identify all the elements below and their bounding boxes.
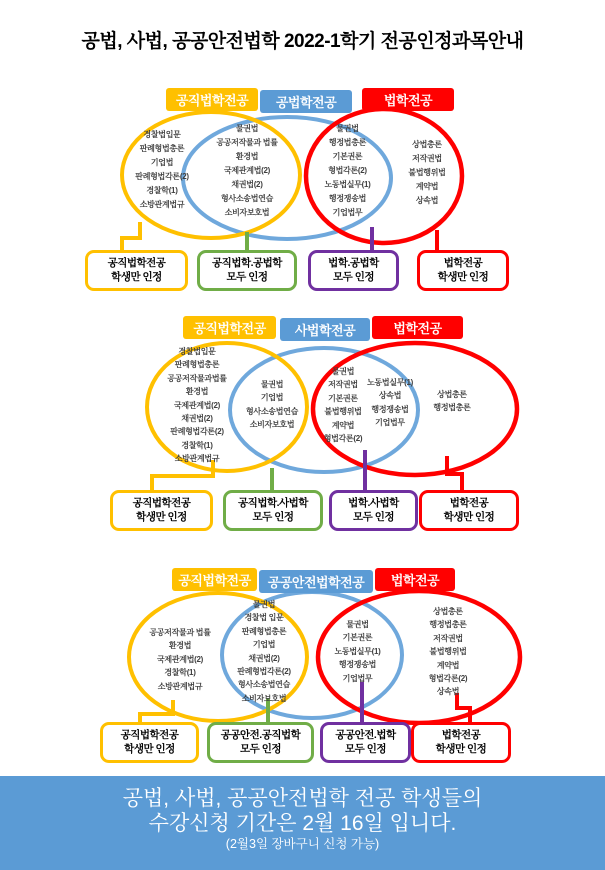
recognition-label-both-left: 공직법학.공법학 모두 인정 (197, 250, 297, 291)
course-item: 물권법 (235, 124, 259, 133)
course-item: 상법총론 (437, 390, 467, 399)
header-tab-gongjik: 공직법학전공 (172, 568, 257, 591)
header-tab-gongbeop: 공법학전공 (260, 90, 352, 113)
red-connector (447, 456, 462, 494)
course-item: 공공저작물과 법률 (149, 628, 211, 637)
recognition-label-both-left: 공공안전.공직법학 모두 인정 (207, 722, 314, 763)
header-tab-gongjik: 공직법학전공 (183, 316, 276, 339)
course-item: 형사소송법연습 (238, 680, 290, 690)
banner-line-3: (2월3일 장바구니 신청 가능) (225, 837, 380, 851)
course-item: 형법각론(2) (428, 674, 468, 684)
header-tab-beophak: 법학전공 (375, 568, 455, 591)
course-item: 형법각론(2) (328, 166, 367, 175)
course-item: 상속법 (378, 391, 402, 401)
course-list-right-only (382, 138, 472, 208)
course-item: 저작권법 (412, 154, 442, 163)
recognition-label-beophak-only: 법학전공 학생만 인정 (411, 722, 511, 763)
course-item: 계약법 (436, 660, 460, 670)
course-item: 소비자보호법 (224, 208, 270, 217)
course-item: 노동법실무(1) (334, 646, 381, 656)
course-item: 상법총론 (412, 140, 442, 149)
course-item: 공공저작물과 법률 (216, 138, 278, 147)
course-item: 기업법무 (342, 673, 373, 683)
course-item: 국제관계법(2) (156, 654, 204, 664)
course-item: 국제관계법(2) (173, 400, 221, 410)
course-item: 저작권법 (328, 380, 358, 390)
course-item: 물권법 (260, 380, 284, 389)
header-tab-beophak: 법학전공 (372, 316, 463, 339)
banner-line-1: 공법, 사법, 공공안전법학 전공 학생들의 (122, 787, 483, 810)
course-item: 판례형법총론 (174, 360, 220, 370)
course-item: 행정법총론 (429, 620, 467, 630)
course-list-left-overlap (214, 598, 314, 705)
course-item: 노동법실무(1) (366, 378, 414, 387)
course-item: 불법행위법 (324, 407, 362, 417)
header-tab-gongjik: 공직법학전공 (166, 88, 258, 111)
course-item: 판례형법총론 (241, 626, 287, 636)
course-item: 판례형법각론(2) (170, 427, 224, 437)
course-item: 경찰법 입문 (244, 613, 284, 623)
course-item: 소비자보호법 (249, 420, 295, 430)
course-list-right-overlap (310, 618, 405, 685)
course-item: 판례형법각론(2) (135, 172, 189, 181)
header-tab-gonggong-anjeon: 공공안전법학전공 (259, 570, 373, 593)
course-item: 상법총론 (433, 607, 463, 616)
course-item: 공공저작물과법률 (167, 373, 227, 383)
course-item: 소비자보호법 (241, 693, 287, 703)
course-item: 경찰법입문 (143, 130, 181, 139)
course-item: 소방관계법규 (139, 200, 185, 209)
course-item: 행정법총론 (433, 403, 471, 413)
course-list-right-only (400, 605, 496, 699)
course-item: 소방관계법규 (174, 454, 220, 464)
course-item: 채권법(2) (231, 180, 263, 189)
course-item: 경찰학(1) (181, 440, 213, 450)
recognition-label-gongjik-only: 공직법학전공 학생만 인정 (110, 490, 213, 531)
course-item: 경찰학(1) (164, 668, 196, 678)
course-item: 노동법실무(1) (324, 180, 371, 189)
course-item: 행정쟁송법 (371, 404, 409, 414)
course-item: 물권법 (252, 600, 276, 609)
course-item: 환경법 (235, 152, 259, 161)
course-item: 물권법 (331, 367, 355, 376)
recognition-label-both-right: 공공안전.법학 모두 인정 (320, 722, 411, 763)
header-tab-beophak: 법학전공 (362, 88, 454, 111)
course-item: 기업법 (150, 158, 174, 167)
course-item: 행정법총론 (328, 138, 367, 147)
recognition-label-both-right: 법학.공법학 모두 인정 (308, 250, 399, 291)
course-item: 계약법 (331, 420, 355, 430)
banner-line-2: 수강신청 기간은 2월 16일 입니다. (148, 812, 457, 835)
recognition-label-gongjik-only: 공직법학전공 학생만 인정 (85, 250, 188, 291)
course-list-right-overlap (300, 122, 395, 220)
venn-panel-private-law (0, 310, 605, 535)
course-list-right-only (414, 388, 490, 415)
recognition-label-beophak-only: 법학전공 학생만 인정 (419, 490, 519, 531)
recognition-label-beophak-only: 법학전공 학생만 인정 (417, 250, 509, 291)
course-item: 경찰법입문 (178, 347, 216, 356)
course-item: 불법행위법 (429, 647, 467, 657)
course-item: 기업법무 (332, 208, 363, 217)
course-item: 기업법 (260, 393, 284, 403)
course-list-left-overlap (187, 122, 307, 220)
course-item: 물권법 (336, 124, 359, 133)
venn-panel-public-law (0, 82, 605, 297)
recognition-label-both-right: 법학.사법학 모두 인정 (329, 490, 418, 531)
course-item: 상속법 (415, 196, 439, 205)
course-item: 형사소송법연습 (246, 406, 298, 416)
course-item: 기업법무 (375, 418, 405, 428)
course-item: 불법행위법 (408, 168, 446, 177)
header-tab-sabeop: 사법학전공 (280, 318, 370, 341)
registration-notice-banner (0, 776, 605, 870)
course-item: 채권법(2) (181, 414, 213, 424)
course-item: 형사소송법연습 (221, 194, 273, 203)
course-item: 채권법(2) (248, 653, 280, 663)
course-item: 기업법 (252, 640, 276, 650)
course-item: 판례형법각론(2) (237, 667, 291, 677)
course-item: 계약법 (415, 182, 439, 191)
course-item: 소방관계법규 (157, 681, 203, 691)
course-item: 환경법 (168, 641, 192, 651)
course-item: 행정쟁송법 (328, 194, 367, 203)
course-item: 형법각론(2) (323, 434, 363, 444)
course-item: 물권법 (346, 620, 369, 629)
venn-panel-public-safety-law (0, 562, 605, 764)
recognition-label-both-left: 공직법학.사법학 모두 인정 (223, 490, 323, 531)
page-title: 공법, 사법, 공공안전법학 2022-1학기 전공인정과목안내 (81, 31, 524, 52)
course-item: 상속법 (436, 687, 460, 697)
course-item: 저작권법 (433, 633, 463, 643)
recognition-label-gongjik-only: 공직법학전공 학생만 인정 (100, 722, 199, 763)
course-item: 기본권론 (342, 633, 373, 643)
course-item: 행정쟁송법 (338, 660, 377, 670)
course-item: 경찰학(1) (146, 186, 178, 195)
course-item: 국제관계법(2) (223, 166, 271, 175)
course-item: 기본권론 (328, 393, 358, 403)
course-item: 판례형법총론 (139, 144, 185, 153)
course-item: 환경법 (185, 387, 209, 397)
course-item: 기본권론 (332, 152, 363, 161)
